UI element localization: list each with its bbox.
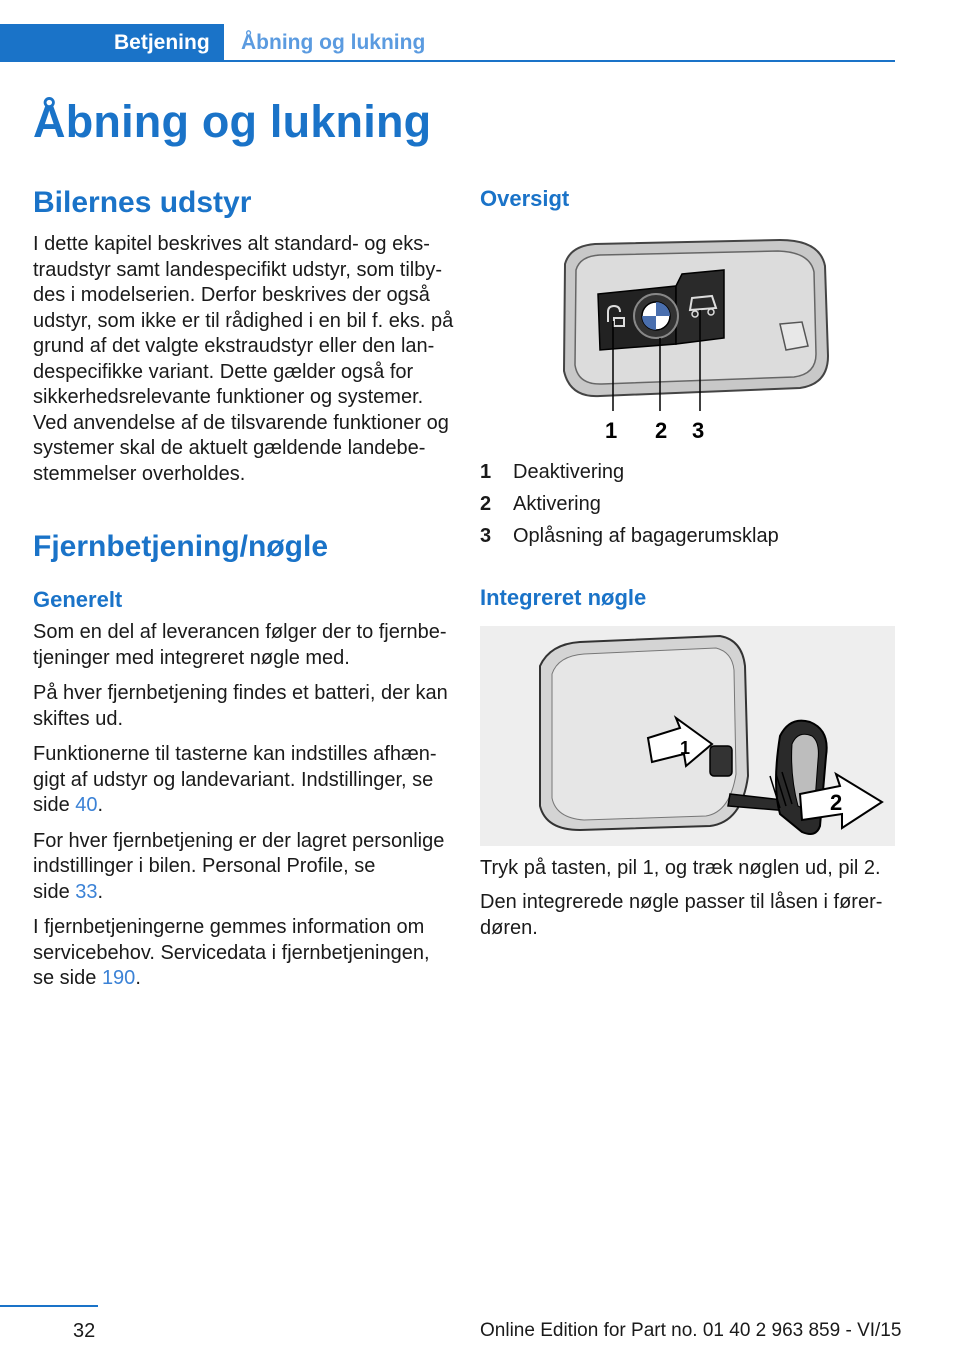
arrow-label-1: 1 [680, 738, 691, 758]
key-fob-figure [480, 226, 895, 446]
tab-betjening[interactable]: Betjening [0, 24, 224, 62]
legend-label: Oplåsning af bagagerumsklap [513, 525, 779, 547]
text-fragment: . [97, 794, 104, 816]
footer-rule [0, 1305, 98, 1307]
text-line: systemer skal de aktuelt gældende landebe‐ [33, 437, 426, 459]
section2-body [33, 620, 458, 992]
section-heading-bilernes-udstyr: Bilernes udstyr [33, 186, 252, 219]
text-line: I fjernbetjeningerne gemmes information om [33, 916, 425, 938]
callout-3: 3 [692, 418, 705, 443]
page-link-40[interactable]: 40 [75, 794, 98, 816]
text-line [33, 966, 458, 992]
text-line: udstyr, som ikke er til rådighed i en bil f. eks. på [33, 309, 454, 332]
page-number: 32 [73, 1320, 96, 1342]
page-link-33[interactable]: 33 [75, 880, 98, 903]
text-line: gigt af udstyr og landevariant. Indstillinger, se [33, 768, 434, 791]
page-link-190[interactable]: 190 [101, 967, 136, 989]
integrated-key-illustration [480, 626, 895, 846]
edition-text: Online Edition for Part no. 01 40 2 963 859 - VI/15 [480, 1320, 902, 1341]
text-line: traudstyr samt landespecifikt udstyr, som tilby‐ [33, 258, 443, 281]
text-line: sikkerhedsrelevante funktioner og systemer. [33, 386, 424, 408]
key-fob-illustration [480, 226, 895, 446]
key-description [480, 890, 895, 941]
text-line: skiftes ud. [33, 707, 124, 730]
text-line: døren. [480, 916, 538, 939]
text-fragment: se side [33, 967, 102, 989]
legend-item [480, 488, 895, 520]
section1-body [33, 232, 458, 487]
text-line: tjeninger med integreret nøgle med. [33, 646, 350, 669]
text-fragment: . [97, 880, 104, 903]
text-fragment: side [33, 794, 76, 816]
text-fragment: . [135, 967, 141, 989]
text-line: despecifikke variant. Dette gælder også for [33, 360, 414, 383]
text-line: Ved anvendelse af de tilsvarende funktioner og [33, 411, 449, 434]
page-title: Åbning og lukning [33, 96, 432, 147]
arrow-label-2: 2 [830, 790, 843, 815]
legend-item [480, 520, 895, 552]
legend-number: 1 [480, 461, 492, 483]
legend-item [480, 456, 895, 488]
text-line: Som en del af leverancen følger der to fjernbe‐ [33, 621, 447, 643]
text-line: stemmelser overholdes. [33, 462, 246, 485]
text-line: For hver fjernbetjening er der lagret personlige [33, 829, 445, 852]
callout-1: 1 [605, 418, 618, 443]
text-line: Den integrerede nøgle passer til låsen i fører‐ [480, 891, 883, 913]
text-line: indstillinger i bilen. Personal Profile, se [33, 855, 376, 877]
key-instruction-text: Tryk på tasten, pil 1, og træk nøglen ud, pil 2. [480, 857, 881, 879]
subheading-integreret-nogle: Integreret nøgle [480, 585, 647, 610]
text-fragment: side [33, 880, 76, 903]
text-line: I dette kapitel beskrives alt standard- og eks‐ [33, 233, 430, 255]
tab-abning-og-lukning[interactable]: Åbning og lukning [241, 31, 426, 54]
text-line: Funktionerne til tasterne kan indstilles afhæn‐ [33, 743, 437, 765]
text-line: grund af det valgte ekstraudstyr eller den lan‐ [33, 335, 435, 357]
text-line: servicebehov. Servicedata i fjernbetjeningen, [33, 941, 430, 964]
legend-label: Deaktivering [513, 461, 625, 483]
legend-number: 2 [480, 493, 492, 515]
subheading-oversigt: Oversigt [480, 186, 570, 211]
subheading-generelt: Generelt [33, 587, 123, 612]
text-line [33, 793, 458, 819]
legend-number: 3 [480, 525, 492, 547]
section-heading-fjernbetjening: Fjernbetjening/nøgle [33, 530, 329, 563]
legend-label: Aktivering [513, 493, 601, 515]
header-rule [0, 60, 895, 62]
text-line: des i modelserien. Derfor beskrives der også [33, 284, 430, 306]
integrated-key-figure [480, 626, 895, 846]
text-line: På hver fjernbetjening findes et batteri, der kan [33, 682, 448, 704]
fob-legend-list [480, 456, 895, 552]
header-bar [0, 24, 895, 62]
callout-2: 2 [655, 418, 668, 443]
text-line [33, 880, 458, 906]
